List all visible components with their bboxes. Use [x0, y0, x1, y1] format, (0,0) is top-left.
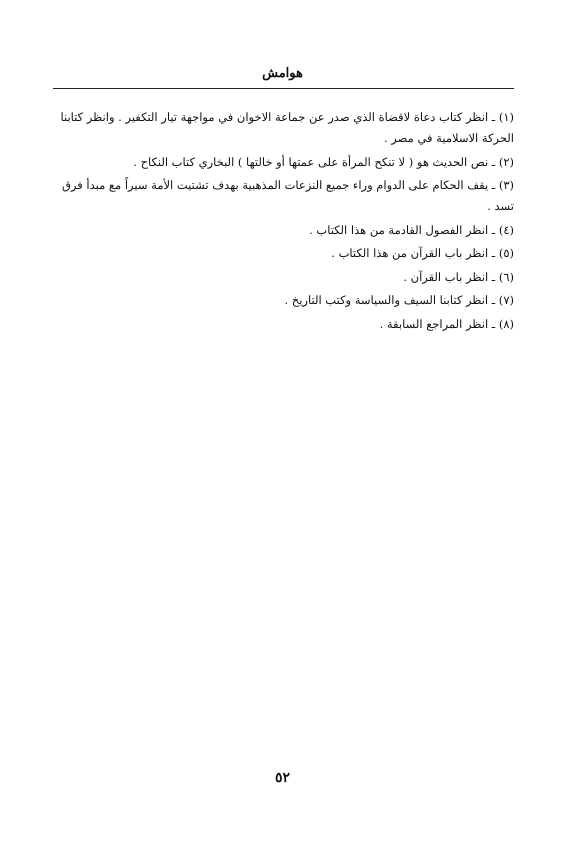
footnote-text: (٤) ـ انظر الفصول القادمة من هذا الكتاب .: [309, 222, 514, 237]
page-title: هوامش: [262, 66, 303, 81]
footnote-5: [52, 243, 514, 264]
footnote-6: [52, 267, 514, 288]
footnote-7: [52, 290, 514, 311]
footnote-2: [52, 152, 514, 173]
footnote-text: (٦) ـ انظر باب القرآن .: [403, 269, 514, 284]
footnote-3: [52, 175, 514, 217]
page-header: [0, 62, 565, 81]
footnote-text: (٥) ـ انظر باب القرآن من هذا الكتاب .: [331, 246, 514, 260]
footnote-4: [52, 220, 514, 241]
footnotes-list: [52, 107, 514, 337]
footnote-text: (٢) ـ نص الحديث هو ( لا تنكح المرأة على عمتها أو خالتها ) البخاري كتاب النكاح .: [133, 154, 514, 169]
footnote-text: (١) ـ انظر كتاب دعاة لاقضاة الذي صدر عن جماعة الاخوان في مواجهة تيار التكفير . وانظر كتابنا الحركة الاسلامية في مصر .: [60, 110, 514, 145]
footnote-8: [52, 314, 514, 335]
footnote-text: (٣) ـ يقف الحكام على الدوام وراء جميع النزعات المذهبية بهدف تشتيت الأمة سيراً مع مبدأ فرق تسد .: [61, 178, 514, 213]
footnote-text: (٧) ـ انظر كتابنا السيف والسياسة وكتب التاريخ .: [284, 293, 514, 307]
footnote-text: (٨) ـ انظر المراجع السابقة .: [379, 316, 514, 331]
page-number: ٥٢: [274, 770, 291, 786]
footnote-1: [52, 107, 514, 149]
header-divider: [53, 88, 514, 89]
